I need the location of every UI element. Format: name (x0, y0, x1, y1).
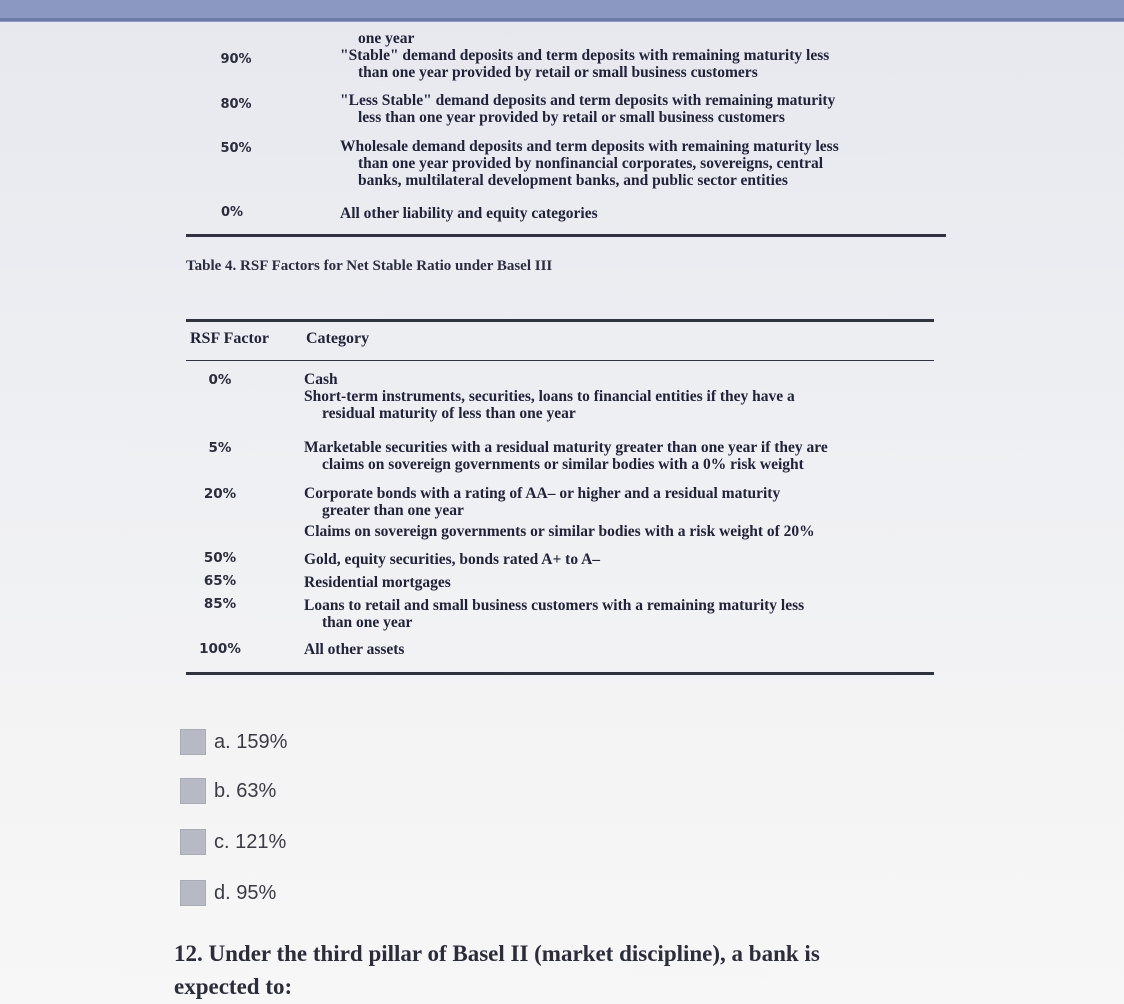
asf-row-2-line-1: less than one year provided by retail or small business customers (358, 109, 785, 126)
question-line-1: 12. Under the third pillar of Basel II (market discipline), a bank is (174, 941, 820, 966)
rsf-table-caption: Table 4. RSF Factors for Net Stable Ratio under Basel III (186, 258, 553, 274)
asf-row-1-line-0: "Stable" demand deposits and term deposits with remaining maturity less (340, 47, 830, 64)
rsf-row-3-text (304, 551, 944, 568)
asf-row-3-line-2: banks, multilateral development banks, and public sector entities (358, 172, 788, 189)
answer-label-d: d. 95% (214, 881, 277, 904)
rsf-row-0-line-1: Short-term instruments, securities, loans to financial entities if they have a (304, 388, 795, 405)
question-text (174, 937, 974, 1003)
rsf-row-6-line-0: All other assets (304, 641, 405, 658)
rsf-row-2-line-1: greater than one year (322, 502, 464, 519)
rsf-row-3-line-0: Gold, equity securities, bonds rated A+ to A– (304, 551, 601, 568)
checkbox-d[interactable] (180, 880, 206, 906)
asf-row-1-text (340, 47, 950, 81)
top-divider (0, 18, 1124, 21)
answer-option-d[interactable] (180, 879, 276, 907)
asf-row-3-text (340, 138, 950, 189)
asf-row-1-line-1: than one year provided by retail or small business customers (358, 64, 758, 81)
rsf-row-2-factor: 20% (203, 486, 237, 502)
rsf-row-0-line-0: Cash (304, 371, 338, 388)
asf-row-2-line-0: "Less Stable" demand deposits and term deposits with remaining maturity (340, 92, 836, 109)
answer-label-a: a. 159% (214, 730, 288, 753)
rsf-row-5-line-0: Loans to retail and small business customers with a remaining maturity less (304, 597, 805, 614)
rsf-row-0-factor: 0% (208, 372, 232, 388)
checkbox-a[interactable] (180, 729, 206, 755)
rsf-header-factor: RSF Factor (190, 330, 269, 347)
asf-row-0-text (340, 30, 950, 47)
rsf-row-3-factor: 50% (203, 550, 237, 566)
rsf-row-4-text (304, 574, 944, 591)
rsf-row-6-text (304, 641, 944, 658)
answer-label-c: c. 121% (214, 830, 287, 853)
rsf-row-5-factor: 85% (203, 596, 237, 612)
rsf-row-5-text (304, 597, 944, 631)
asf-table-bottom-rule (186, 234, 946, 237)
asf-row-2-text (340, 92, 950, 126)
asf-row-0-line-0: one year (358, 30, 415, 47)
rsf-row-2-text (304, 485, 944, 540)
asf-row-4-line-0: All other liability and equity categories (340, 205, 598, 222)
answer-label-b: b. 63% (214, 779, 277, 802)
rsf-row-5-line-1: than one year (322, 614, 413, 631)
answer-option-a[interactable] (180, 728, 287, 756)
rsf-row-4-factor: 65% (203, 573, 237, 589)
asf-row-2-factor: 80% (220, 97, 252, 112)
rsf-row-1-text (304, 439, 944, 473)
asf-row-3-line-1: than one year provided by nonfinancial corporates, sovereigns, central (358, 155, 823, 172)
checkbox-c[interactable] (180, 829, 206, 855)
question-line-2: expected to: (174, 974, 293, 999)
rsf-table-bottom-rule (186, 672, 934, 675)
asf-row-1-factor: 90% (220, 52, 252, 67)
checkbox-b[interactable] (180, 778, 206, 804)
answer-option-b[interactable] (180, 777, 276, 805)
rsf-row-2-line-2: Claims on sovereign governments or similar bodies with a risk weight of 20% (304, 523, 815, 540)
asf-row-3-line-0: Wholesale demand deposits and term deposits with remaining maturity less (340, 138, 839, 155)
rsf-row-1-line-1: claims on sovereign governments or similar bodies with a 0% risk weight (322, 456, 804, 473)
rsf-table-top-rule (186, 319, 934, 322)
rsf-row-0-line-2: residual maturity of less than one year (322, 405, 576, 422)
rsf-row-6-factor: 100% (199, 641, 241, 657)
asf-row-3-factor: 50% (220, 141, 252, 156)
rsf-header-category: Category (306, 330, 370, 347)
rsf-row-0-text (304, 371, 944, 422)
rsf-row-1-factor: 5% (208, 440, 232, 456)
rsf-row-4-line-0: Residential mortgages (304, 574, 451, 591)
answer-option-c[interactable] (180, 828, 286, 856)
rsf-header-rule (186, 360, 934, 361)
asf-row-4-text (340, 205, 950, 222)
asf-row-4-factor: 0% (220, 205, 244, 220)
rsf-row-1-line-0: Marketable securities with a residual maturity greater than one year if they are (304, 439, 828, 456)
rsf-row-2-line-0: Corporate bonds with a rating of AA– or higher and a residual maturity (304, 485, 781, 502)
